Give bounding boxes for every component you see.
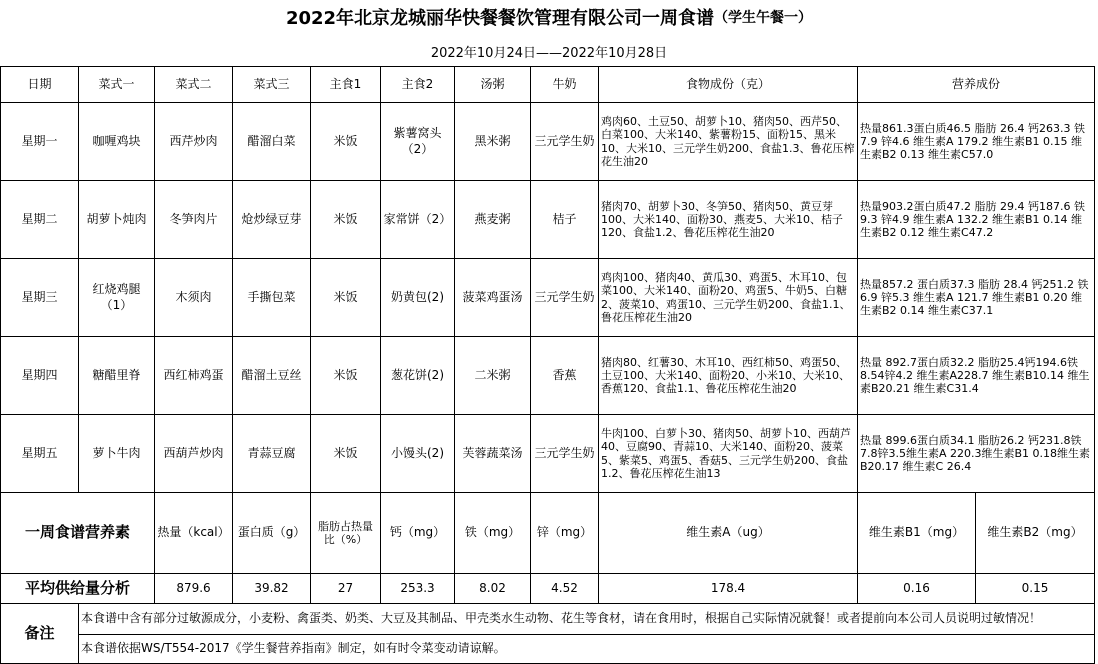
- day-label: 星期一: [1, 103, 79, 181]
- header-soup: 汤粥: [455, 67, 531, 103]
- nutrition-cell: 热量861.3蛋白质46.5 脂肪 26.4 钙263.3 铁7.9 锌4.6 维生素A 179.2 维生素B1 0.15 维生素B2 0.13 维生素C57.0: [858, 103, 1095, 181]
- soup-cell: 燕麦粥: [455, 181, 531, 259]
- dish3-cell: 青蒜豆腐: [233, 415, 311, 493]
- header-date: 日期: [1, 67, 79, 103]
- dish3-cell: 醋溜土豆丝: [233, 337, 311, 415]
- page-title: [0, 0, 1098, 34]
- day-row: [1, 181, 1095, 259]
- avg-vita: 178.4: [599, 573, 858, 603]
- staple2-cell: 葱花饼(2): [381, 337, 455, 415]
- day-row: [1, 337, 1095, 415]
- summary-header-vita: 维生素A（ug）: [599, 493, 858, 574]
- staple1-cell: 米饭: [311, 103, 381, 181]
- day-label: 星期四: [1, 337, 79, 415]
- avg-calcium: 253.3: [381, 573, 455, 603]
- notes-label: 备注: [1, 603, 79, 663]
- ingredients-cell: 牛肉100、白萝卜30、猪肉50、胡萝卜10、西葫芦40、豆腐90、青蒜10、大米140、面粉20、菠菜5、紫菜5、鸡蛋5、香菇5、三元学生奶200、食盐1.2、鲁花压榨花生油13: [599, 415, 858, 493]
- avg-fat: 27: [311, 573, 381, 603]
- staple1-cell: 米饭: [311, 415, 381, 493]
- header-staple2: 主食2: [381, 67, 455, 103]
- summary-header-zinc: 锌（mg）: [531, 493, 599, 574]
- dish1-cell: 胡萝卜炖肉: [79, 181, 155, 259]
- soup-cell: 黑米粥: [455, 103, 531, 181]
- dish1-cell: 萝卜牛肉: [79, 415, 155, 493]
- header-dish1: 菜式一: [79, 67, 155, 103]
- staple2-cell: 紫薯窝头（2）: [381, 103, 455, 181]
- summary-header-energy: 热量（kcal）: [155, 493, 233, 574]
- ingredients-cell: 鸡肉100、猪肉40、黄瓜30、鸡蛋5、木耳10、包菜100、大米140、面粉20、鸡蛋5、牛奶5、白糖2、菠菜10、鸡蛋10、三元学生奶200、食盐1.1、鲁花压榨花生油20: [599, 259, 858, 337]
- day-row: [1, 415, 1095, 493]
- notes-line2: 本食谱依据WS/T554-2017《学生餐营养指南》制定，如有时令菜变动请谅解。: [79, 634, 1095, 663]
- staple2-cell: 奶黄包(2): [381, 259, 455, 337]
- staple1-cell: 米饭: [311, 181, 381, 259]
- ingredients-cell: 猪肉70、胡萝卜30、冬笋50、猪肉50、黄豆芽100、大米140、面粉30、燕麦5、大米10、桔子120、食盐1.2、鲁花压榨花生油20: [599, 181, 858, 259]
- header-dish2: 菜式二: [155, 67, 233, 103]
- milk-cell: 三元学生奶: [531, 259, 599, 337]
- notes-row-1: [1, 603, 1095, 634]
- soup-cell: 二米粥: [455, 337, 531, 415]
- dish2-cell: 西芹炒肉: [155, 103, 233, 181]
- header-milk: 牛奶: [531, 67, 599, 103]
- header-nutrition: 营养成份: [858, 67, 1095, 103]
- menu-table: [0, 66, 1095, 664]
- day-row: [1, 259, 1095, 337]
- summary-header-vitb1: 维生素B1（mg）: [858, 493, 976, 574]
- avg-vitb2: 0.15: [976, 573, 1095, 603]
- header-row: [1, 67, 1095, 103]
- soup-cell: 菠菜鸡蛋汤: [455, 259, 531, 337]
- nutrition-cell: 热量 899.6蛋白质34.1 脂肪26.2 钙231.8铁7.8锌3.5维生素A 220.3维生素B1 0.18维生素B20.17 维生素C 26.4: [858, 415, 1095, 493]
- day-label: 星期五: [1, 415, 79, 493]
- title-sub: （学生午餐一）: [714, 10, 813, 26]
- nutrition-cell: 热量857.2 蛋白质37.3 脂肪 28.4 钙251.2 铁6.9 锌5.3 维生素A 121.7 维生素B1 0.20 维生素B2 0.14 维生素C37.1: [858, 259, 1095, 337]
- milk-cell: 三元学生奶: [531, 103, 599, 181]
- dish1-cell: 咖喱鸡块: [79, 103, 155, 181]
- day-label: 星期二: [1, 181, 79, 259]
- ingredients-cell: 鸡肉60、土豆50、胡萝卜10、猪肉50、西芹50、白菜100、大米140、紫薯粉15、面粉15、黑米10、大米10、三元学生奶200、食盐1.3、鲁花压榨花生油20: [599, 103, 858, 181]
- header-staple1: 主食1: [311, 67, 381, 103]
- dish2-cell: 西葫芦炒肉: [155, 415, 233, 493]
- header-ingredients: 食物成份（克）: [599, 67, 858, 103]
- title-main: 2022年北京龙城丽华快餐餐饮管理有限公司一周食谱: [285, 8, 715, 29]
- summary-header-vitb2: 维生素B2（mg）: [976, 493, 1095, 574]
- day-row: [1, 103, 1095, 181]
- staple2-cell: 家常饼（2）: [381, 181, 455, 259]
- staple2-cell: 小馒头(2): [381, 415, 455, 493]
- summary-header-fat: 脂肪占热量比（%）: [311, 493, 381, 574]
- avg-vitb1: 0.16: [858, 573, 976, 603]
- avg-iron: 8.02: [455, 573, 531, 603]
- milk-cell: 香蕉: [531, 337, 599, 415]
- notes-line1: 本食谱中含有部分过敏源成分，小麦粉、禽蛋类、奶类、大豆及其制品、甲壳类水生动物、花生等食材，请在食用时，根据自己实际情况就餐！或者提前向本公司人员说明过敏情况！: [79, 603, 1095, 634]
- milk-cell: 三元学生奶: [531, 415, 599, 493]
- day-label: 星期三: [1, 259, 79, 337]
- summary-header-row: [1, 493, 1095, 574]
- date-range: 2022年10月24日——2022年10月28日: [430, 45, 668, 61]
- dish3-cell: 手撕包菜: [233, 259, 311, 337]
- milk-cell: 桔子: [531, 181, 599, 259]
- dish3-cell: 炝炒绿豆芽: [233, 181, 311, 259]
- avg-label: 平均供给量分析: [1, 573, 155, 603]
- summary-values-row: [1, 573, 1095, 603]
- dish1-cell: 红烧鸡腿（1）: [79, 259, 155, 337]
- summary-header-calcium: 钙（mg）: [381, 493, 455, 574]
- dish2-cell: 冬笋肉片: [155, 181, 233, 259]
- staple1-cell: 米饭: [311, 259, 381, 337]
- avg-protein: 39.82: [233, 573, 311, 603]
- dish2-cell: 木须肉: [155, 259, 233, 337]
- nutrition-cell: 热量 892.7蛋白质32.2 脂肪25.4钙194.6铁8.54锌4.2 维生素A228.7 维生素B10.14 维生素B20.21 维生素C31.4: [858, 337, 1095, 415]
- soup-cell: 芙蓉蔬菜汤: [455, 415, 531, 493]
- header-dish3: 菜式三: [233, 67, 311, 103]
- nutrition-cell: 热量903.2蛋白质47.2 脂肪 29.4 钙187.6 铁9.3 锌4.9 维生素A 132.2 维生素B1 0.14 维生素B2 0.12 维生素C47.2: [858, 181, 1095, 259]
- summary-label: 一周食谱营养素: [1, 493, 155, 574]
- avg-zinc: 4.52: [531, 573, 599, 603]
- summary-header-protein: 蛋白质（g）: [233, 493, 311, 574]
- ingredients-cell: 猪肉80、红薯30、木耳10、西红柿50、鸡蛋50、土豆100、大米140、面粉20、小米10、大米10、香蕉120、食盐1.1、鲁花压榨花生油20: [599, 337, 858, 415]
- avg-energy: 879.6: [155, 573, 233, 603]
- notes-row-2: [1, 634, 1095, 663]
- dish1-cell: 糖醋里脊: [79, 337, 155, 415]
- summary-header-iron: 铁（mg）: [455, 493, 531, 574]
- dish2-cell: 西红柿鸡蛋: [155, 337, 233, 415]
- staple1-cell: 米饭: [311, 337, 381, 415]
- dish3-cell: 醋溜白菜: [233, 103, 311, 181]
